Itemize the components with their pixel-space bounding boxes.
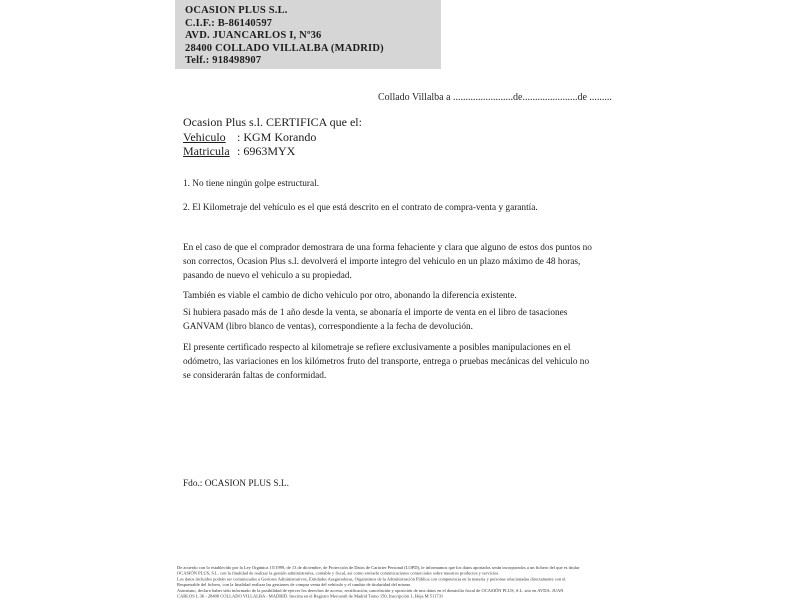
paragraph-refund-line: pasando de nuevo el vehiculo a su propiedad. [183,271,352,282]
plate-value: : 6963MYX [237,144,296,159]
plate-label: Matricula [183,144,230,159]
date-line: Collado Villalba a ........................de......................de ......... [378,92,612,103]
paragraph-refund [183,241,628,284]
clause-1: 1. No tiene ningún golpe estructural. [183,179,320,189]
paragraph-refund-line: En el caso de que el comprador demostrara de una forma fehaciente y clara que alguno de estos dos puntos no [183,243,592,253]
certification-block [183,115,362,159]
paragraph-ganvam-line: GANVAM (libro blanco de ventas), correspondiente a la fecha de devolución. [183,322,474,333]
vehicle-value: : KGM Korando [237,129,317,144]
clause-2: 2. El Kilometraje del vehículo es el que está descrito en el contrato de compra-venta y garantía. [183,203,538,213]
fine-print-line: Responsable del fichero, con la finalidad realizar las gestiones de compra venta del vehículo y el cambio de titularidad del mismo. [177,582,412,588]
fine-print-line: De acuerdo con lo establecido por la Ley Orgánica 15/1999, de 13 de diciembre, de Protección de Datos de Carácter Personal (LOPD), le informamos que los datos aportados serán incorporados a un fichero del que es titular [177,565,580,570]
letterhead [175,0,441,69]
paragraph-exchange: También es viable el cambio de dicho vehiculo por otro, abonando la diferencia existente. [183,291,517,301]
signature-line: Fdo.: OCASION PLUS S.L. [183,479,289,489]
company-phone: Telf.: 918498907 [185,55,262,67]
plate-row [183,144,362,159]
paragraph-odometer-line: se considerarán faltas de conformidad. [183,371,327,382]
fine-print-line: Los datos incluidos podrán ser comunicados a Gestores Administrativos, Entidades Aseguradoras, Organismos de la Administración Pública con competencia en la materia y personas relacionadas directamente con el [177,576,566,582]
vehicle-row [183,130,362,145]
fine-print-line: CARLOS I, 36 - 28400 COLLADO VILLALBA - MADRID. Inscrita en el Registro Mercantil de Madrid Tomo 150, Inscripción 1, Hoja M 511731 [177,593,444,599]
fine-print-line: Asimismo, declaro haber sido informado de la posibilidad de ejercer los derechos de acceso, rectificación, cancelación y oposición de mis datos en el domicilio fiscal de OCASIÓN PLUS, S.L. sito en AVDA. JUAN [177,587,564,593]
company-name: OCASION PLUS S.L. [185,5,288,16]
paragraph-odometer [183,341,628,384]
paragraph-ganvam-line: Si hubiera pasado más de 1 año desde la venta, se abonaría el importe de venta en el libro de tasaciones [183,308,568,318]
company-city: 28400 COLLADO VILLALBA (MADRID) [185,42,384,54]
paragraph-refund-line: son correctos, Ocasion Plus s.l. devolverá el importe integro del vehiculo en un plazo máximo de 48 horas, [183,257,581,268]
certification-intro: Ocasion Plus s.l. CERTIFICA que el: [183,115,362,129]
company-cif: C.I.F.: B-86140597 [185,17,273,29]
legal-fine-print [177,565,617,599]
paragraph-ganvam [183,306,628,334]
paragraph-odometer-line: El presente certificado respecto al kilometraje se refiere exclusivamente a posibles manipulaciones en el [183,343,571,353]
paragraph-odometer-line: odómetro, las variaciones en los kilómetros fruto del transporte, entrega o pruebas mecánicas del vehiculo no [183,357,590,368]
company-address: AVD. JUANCARLOS I, Nº36 [185,30,322,42]
fine-print-line: OCASIÓN PLUS, S.L. con la finalidad de realizar la gestión administrativa, contable y fiscal, así como enviarle comunicaciones comerciales sobre nuestros productos y servicios. [177,570,500,576]
vehicle-label: Vehiculo [183,129,226,144]
